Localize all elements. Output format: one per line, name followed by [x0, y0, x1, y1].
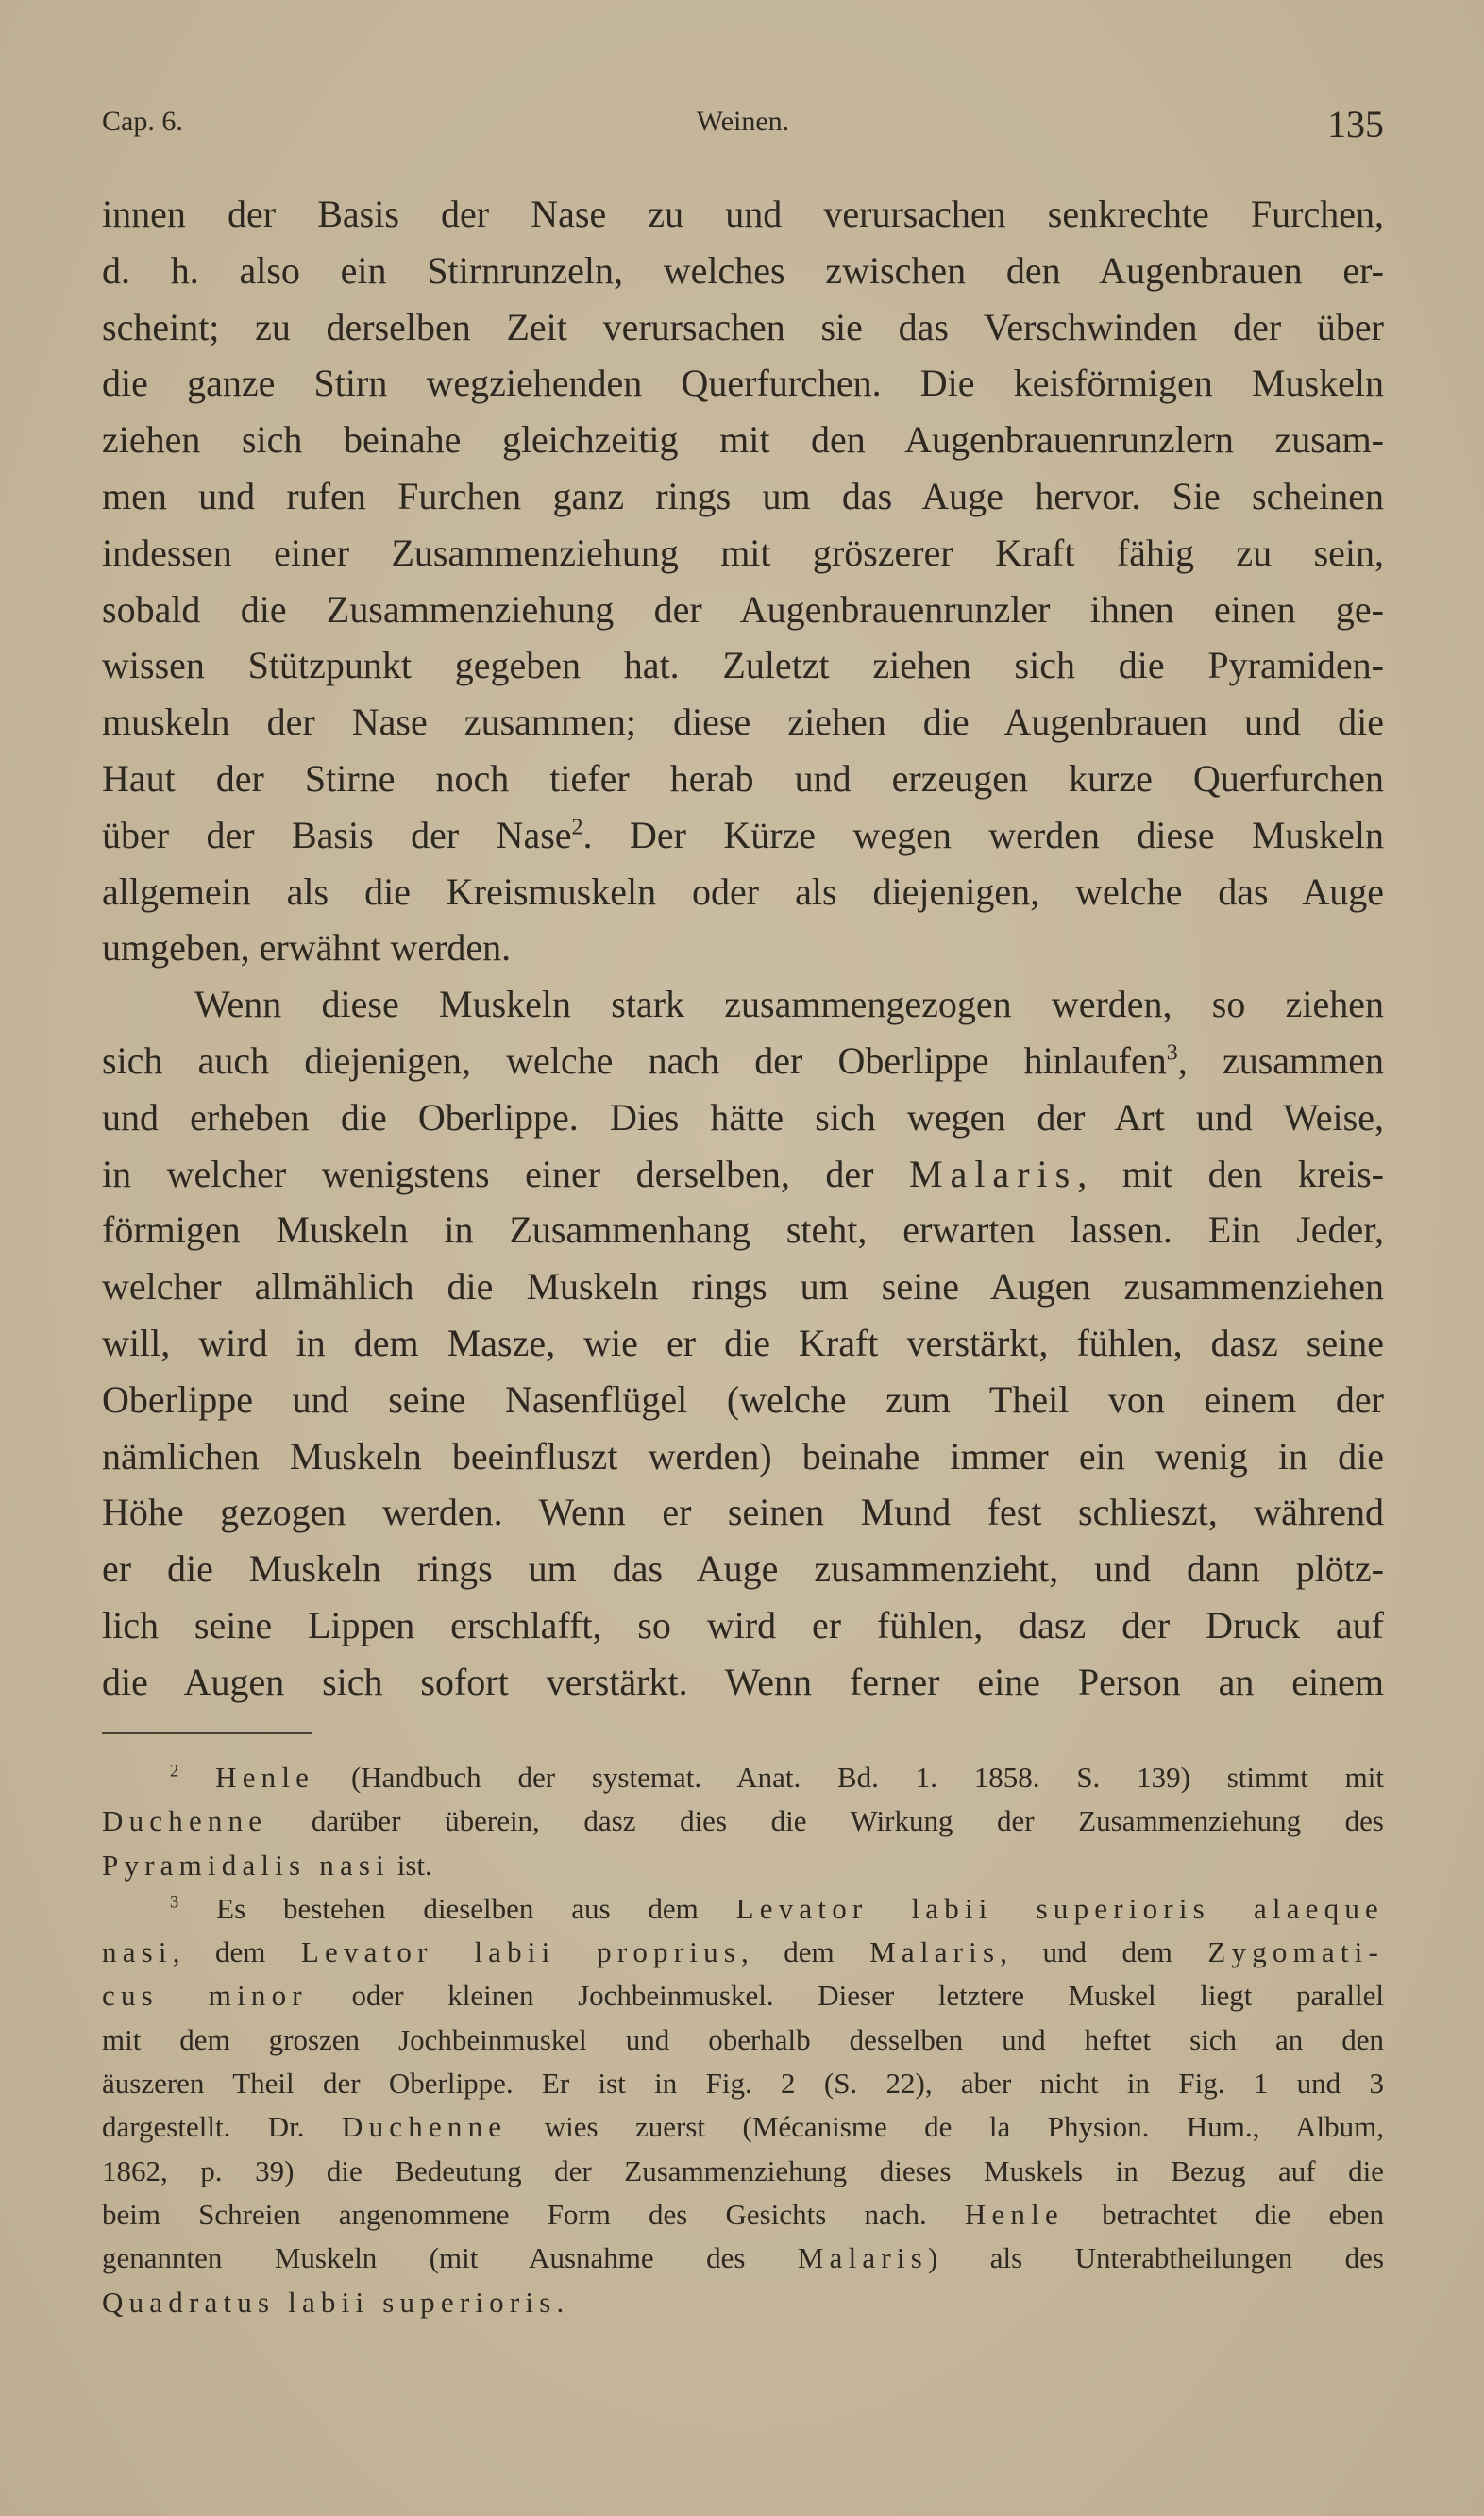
text-span: men und rufen Furchen ganz rings um das Auge hervor. Sie scheinen: [102, 474, 1384, 517]
author-name: Duchenne: [342, 2110, 508, 2144]
text-span: Wenn diese Muskeln stark zusammengezogen werden, so ziehen: [194, 983, 1384, 1026]
text-span: darüber überein, dasz dies die Wirkung der Zusammenziehung des: [267, 1804, 1384, 1838]
muscle-name: cus minor: [102, 1979, 308, 2013]
text-line: [102, 1258, 1384, 1315]
text-span: Oberlippe und seine Nasenflügel (welche zum Theil von einem der: [102, 1377, 1384, 1421]
text-line: [102, 243, 1384, 299]
text-span: , und dem: [1000, 1935, 1208, 1969]
text-span: innen der Basis der Nase zu und verursachen senkrechte Furchen,: [102, 193, 1384, 235]
text-span: umgeben, erwähnt werden.: [102, 926, 512, 970]
text-span: muskeln der Nase zusammen; diese ziehen die Augenbrauen und die: [102, 701, 1384, 744]
text-span: , zusammen: [1177, 1038, 1384, 1082]
text-span: förmigen Muskeln in Zusammenhang steht, erwarten lassen. Ein Jeder,: [102, 1208, 1384, 1252]
text-span: ) als Unterabtheilungen des: [927, 2241, 1385, 2275]
author-name: Duchenne: [102, 1804, 268, 1838]
author-name: Henle: [964, 2197, 1064, 2231]
footnote-marker-2: 2: [170, 1761, 179, 1781]
text-span: d. h. also ein Stirnrunzeln, welches zwischen den Augenbrauen er-: [102, 248, 1384, 292]
text-line: [102, 468, 1384, 525]
muscle-name: Pyramidalis nasi: [102, 1848, 390, 1882]
text-span: lich seine Lippen erschlafft, so wird er fühlen, dasz der Druck auf: [102, 1603, 1384, 1646]
chapter-title: Weinen.: [696, 106, 790, 137]
footnote-line: [102, 1756, 1384, 1799]
text-line: [102, 976, 1384, 1033]
muscle-name: Levator labii proprius: [300, 1935, 742, 1969]
spaced-term: Malaris: [909, 1152, 1078, 1195]
text-line: [102, 1315, 1384, 1372]
footnote-line: [102, 2193, 1384, 2237]
text-span: beim Schreien angenommene Form des Gesichts nach.: [102, 2197, 965, 2231]
muscle-name: Malaris: [797, 2241, 928, 2275]
text-span: indessen einer Zusammenziehung mit gröszerer Kraft fähig zu sein,: [102, 531, 1384, 574]
text-span: welcher allmählich die Muskeln rings um seine Augen zusammenziehen: [102, 1265, 1384, 1309]
text-span: sich auch diejenigen, welche nach der Oberlippe hinlaufen: [102, 1038, 1167, 1082]
text-line: [102, 186, 1384, 243]
chapter-label: Cap. 6.: [102, 106, 183, 137]
text-span: die ganze Stirn wegziehenden Querfurchen. Die keisförmigen Muskeln: [102, 362, 1384, 405]
text-line: [102, 1089, 1384, 1146]
text-line: [102, 1597, 1384, 1654]
text-line: [102, 637, 1384, 694]
text-span: 1862, p. 39) die Bedeutung der Zusammenziehung dieses Muskels in Bezug auf die: [102, 2153, 1384, 2187]
main-text: [102, 186, 1384, 1711]
text-span: über der Basis der Nase: [102, 813, 572, 856]
footnote-line: [102, 1887, 1384, 1931]
muscle-name: Levator labii superioris alaeque: [735, 1891, 1384, 1925]
text-line: [102, 1033, 1384, 1089]
text-line: [102, 1202, 1384, 1258]
text-span: ziehen sich beinahe gleichzeitig mit den Augenbrauenrunzlern zusam-: [102, 418, 1384, 462]
footnote-divider: [102, 1732, 312, 1734]
text-span: dargestellt. Dr.: [102, 2110, 342, 2144]
footnote-line: [102, 1931, 1384, 1974]
footnote-line: [102, 2062, 1384, 2105]
muscle-name: nasi: [102, 1935, 173, 1969]
text-span: (Handbuch der systemat. Anat. Bd. 1. 1858. S. 139) stimmt mit: [314, 1761, 1385, 1794]
footnote-line: [102, 2150, 1384, 2193]
text-span: die Augen sich sofort verstärkt. Wenn ferner eine Person an einem: [102, 1660, 1384, 1703]
text-line: [102, 1372, 1384, 1428]
text-span: mit dem groszen Jochbeinmuskel und oberhalb desselben und heftet sich an den: [102, 2022, 1384, 2056]
muscle-name: Zygomati-: [1207, 1935, 1385, 1969]
text-span: oder kleinen Jochbeinmuskel. Dieser letztere Muskel liegt parallel: [307, 1979, 1384, 2013]
text-span: Haut der Stirne noch tiefer herab und erzeugen kurze Querfurchen: [102, 756, 1384, 800]
text-line: [102, 807, 1384, 864]
footnote-marker-3: 3: [170, 1892, 179, 1913]
text-span: allgemein als die Kreismuskeln oder als diejenigen, welche das Auge: [102, 870, 1384, 913]
footnote-ref-3[interactable]: 3: [1166, 1040, 1178, 1066]
text-line: [102, 864, 1384, 920]
footnote-ref-2[interactable]: 2: [571, 815, 583, 840]
muscle-name: Quadratus labii superioris: [102, 2285, 557, 2319]
text-span: sobald die Zusammenziehung der Augenbrauenrunzler ihnen einen ge-: [102, 587, 1384, 631]
text-span: .: [556, 2285, 565, 2319]
text-span: , dem: [741, 1935, 870, 1969]
running-head: [102, 102, 1384, 159]
footnote-line: [102, 2018, 1384, 2062]
text-span: genannten Muskeln (mit Ausnahme des: [102, 2241, 798, 2275]
text-span: scheint; zu derselben Zeit verursachen sie das Verschwinden der über: [102, 305, 1384, 348]
text-span: , dem: [172, 1935, 301, 1969]
text-span: äuszeren Theil der Oberlippe. Er ist in Fig. 2 (S. 22), aber nicht in Fig. 1 und 3: [102, 2067, 1384, 2101]
text-span: in welcher wenigstens einer derselben, der: [102, 1152, 909, 1195]
text-line: [102, 1541, 1384, 1597]
text-span: , mit den kreis-: [1077, 1152, 1384, 1195]
footnote-line: [102, 1974, 1384, 2018]
text-line: [102, 694, 1384, 751]
text-line: [102, 1484, 1384, 1541]
text-span: er die Muskeln rings um das Auge zusammenzieht, und dann plötz-: [102, 1547, 1384, 1591]
footnote-line: [102, 2105, 1384, 2149]
text-line: [102, 412, 1384, 468]
text-span: wies zuerst (Mécanisme de la Physion. Hum., Album,: [507, 2110, 1384, 2144]
text-span: wissen Stützpunkt gegeben hat. Zuletzt ziehen sich die Pyramiden-: [102, 644, 1384, 687]
text-line: [102, 1654, 1384, 1711]
text-line: [102, 525, 1384, 582]
page-number: 135: [1327, 103, 1384, 145]
text-line: [102, 582, 1384, 638]
text-span: ist.: [389, 1848, 432, 1882]
text-span: Höhe gezogen werden. Wenn er seinen Mund fest schlieszt, während: [102, 1491, 1384, 1534]
text-line: [102, 299, 1384, 356]
text-line: [102, 1146, 1384, 1203]
footnote-line: [102, 2281, 1384, 2324]
text-line: [102, 1428, 1384, 1485]
text-line: [102, 355, 1384, 412]
footnote-line: [102, 1799, 1384, 1843]
text-span: will, wird in dem Masze, wie er die Kraft verstärkt, fühlen, dasz seine: [102, 1321, 1384, 1364]
text-span: Es bestehen dieselben aus dem: [216, 1891, 736, 1925]
text-span: betrachtet die eben: [1063, 2197, 1385, 2231]
text-span: nämlichen Muskeln beeinfluszt werden) beinahe immer ein wenig in die: [102, 1434, 1384, 1478]
footnotes: [102, 1756, 1384, 2324]
text-span: . Der Kürze wegen werden diese Muskeln: [582, 813, 1384, 856]
author-name: Henle: [215, 1761, 315, 1794]
muscle-name: Malaris: [869, 1935, 1001, 1969]
text-line: [102, 920, 1384, 976]
footnote-line: [102, 2237, 1384, 2280]
footnote-line: [102, 1844, 1384, 1887]
text-line: [102, 751, 1384, 807]
text-span: und erheben die Oberlippe. Dies hätte sich wegen der Art und Weise,: [102, 1095, 1384, 1139]
